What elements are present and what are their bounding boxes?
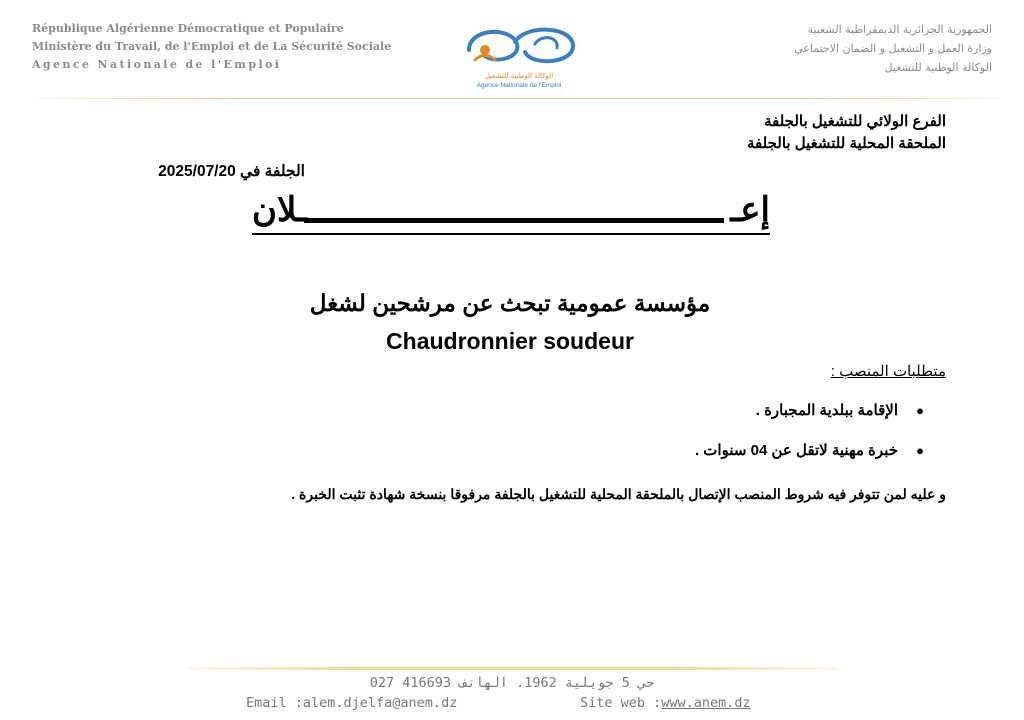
requirements-list bbox=[324, 400, 924, 480]
header-fr-line-3: Agence Nationale de l'Emploi bbox=[32, 58, 282, 71]
anem-logo bbox=[455, 20, 583, 94]
footer-divider bbox=[188, 667, 838, 670]
announcement-last-glyph: ـلان bbox=[252, 191, 308, 229]
requirements-title: متطلبات المنصب : bbox=[830, 363, 946, 380]
anem-logo-icon bbox=[455, 20, 583, 72]
header-fr-line-2: Ministère du Travail, de l'Emploi et de La Sécurité Sociale bbox=[32, 40, 392, 53]
footer-email[interactable]: Email :alem.djelfa@anem.dz bbox=[246, 695, 458, 711]
footer-contact bbox=[246, 695, 806, 711]
logo-arabic-text: الوكالة الوطنية للتشغيل bbox=[484, 72, 554, 80]
branch-line-2: الملحقة المحلية للتشغيل بالجلفة bbox=[747, 135, 946, 152]
header-french bbox=[32, 20, 432, 74]
branch-block bbox=[546, 111, 946, 155]
contact-note: و عليه لمن تتوفر فيه شروط المنصب الإتصال بالملحقة المحلية للتشغيل بالجلفة مرفوقا بنسخة شهادة تثبت الخبرة . bbox=[291, 486, 946, 502]
requirement-item: ● الإقامة ببلدية المجبارة . bbox=[324, 400, 924, 440]
logo-french-text: Agence Nationale de l'Emploi bbox=[476, 82, 562, 89]
header-ar-line-1: الجمهورية الجزائرية الديمقراطية الشعبية bbox=[807, 23, 992, 36]
footer-web-link[interactable]: www.anem.dz bbox=[661, 695, 751, 711]
header-ar-line-3: الوكالة الوطنية للتشغيل bbox=[884, 61, 992, 74]
header-ar-line-2: وزارة العمل و التشغيل و الضمان الاجتماعي bbox=[794, 42, 992, 55]
announcement-kashida bbox=[304, 218, 724, 223]
date-line: الجلفة في 2025/07/20 bbox=[158, 163, 305, 180]
announcement-title bbox=[252, 190, 770, 240]
branch-line-1: الفرع الولائي للتشغيل بالجلفة bbox=[764, 113, 946, 130]
footer-web-label: Site web : bbox=[580, 695, 662, 711]
announcement-first-glyph: إعـ bbox=[730, 191, 770, 229]
header-fr-line-1: République Algérienne Démocratique et Populaire bbox=[32, 22, 344, 35]
footer-website bbox=[580, 695, 751, 711]
footer-address: حي 5 جويلية 1962. الهاتف 416693 027 bbox=[369, 675, 655, 691]
announcement-underline bbox=[252, 233, 770, 235]
header-arabic bbox=[592, 20, 992, 77]
headline-arabic: مؤسسة عمومية تبحث عن مرشحين لشغل bbox=[309, 290, 711, 316]
requirement-item: ● خبرة مهنية لاتقل عن 04 سنوات . bbox=[324, 440, 924, 480]
job-title: Chaudronnier soudeur bbox=[386, 328, 634, 354]
header-divider bbox=[38, 98, 1000, 99]
